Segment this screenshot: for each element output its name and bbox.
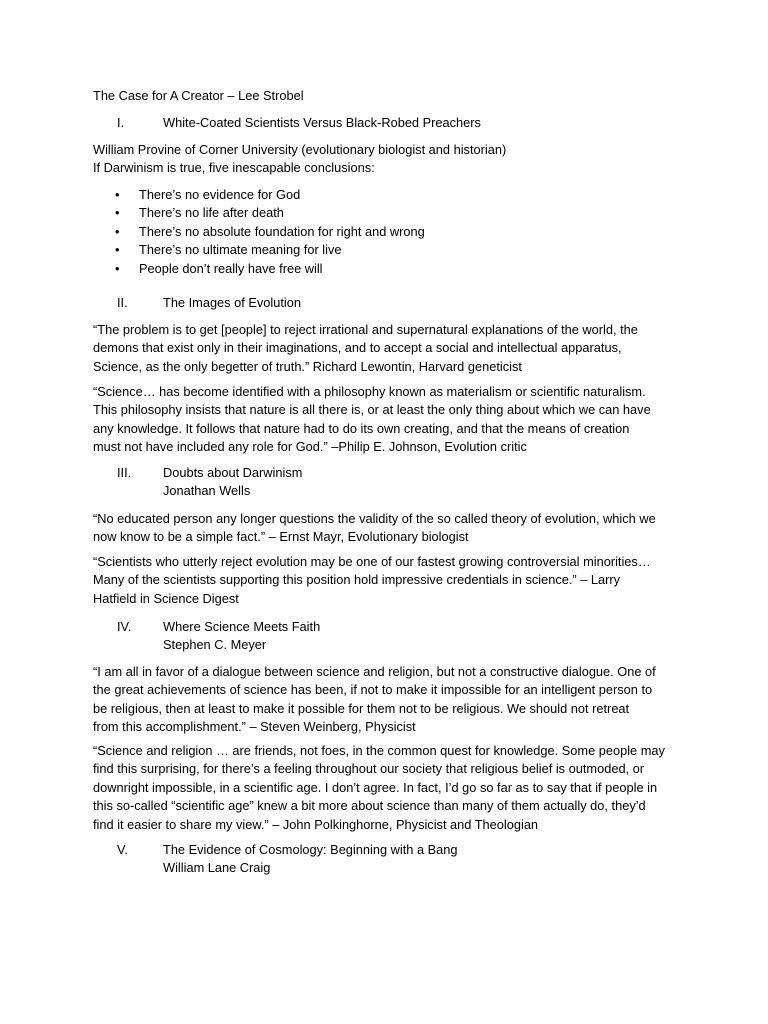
list-item-text: There’s no ultimate meaning for live [139, 242, 342, 258]
section-title: The Evidence of Cosmology: Beginning with a Bang [163, 842, 458, 857]
conclusions-list [93, 186, 425, 278]
section-subtitle: William Lane Craig [163, 860, 271, 875]
quote-paragraph-weinberg [93, 663, 683, 737]
list-item-text: People don’t really have free will [139, 260, 323, 276]
quote-line: find this surprising, for there’s a feeling throughout our society that religious belief is outmoded, or [93, 761, 645, 777]
section-title: Where Science Meets Faith [163, 619, 321, 634]
quote-paragraph-mayr [93, 510, 683, 547]
quote-line: downright impossible, in a scientific age. I don’t agree. In fact, I’d go so far as to say that if people in [93, 779, 658, 795]
bullet-icon: • [115, 260, 120, 276]
quote-line: “Scientists who utterly reject evolution may be one of our fastest growing controversial minorities… [93, 554, 651, 569]
intro-line: William Provine of Corner University (evolutionary biologist and historian) [93, 142, 507, 157]
quote-paragraph-hatfield [93, 553, 683, 608]
quote-line: from this accomplishment.” – Steven Weinberg, Physicist [93, 719, 416, 735]
list-item [93, 260, 425, 278]
quote-paragraph-lewontin [93, 321, 683, 376]
bullet-icon: • [115, 187, 120, 202]
section-numeral: III. [117, 465, 132, 480]
quote-line: This philosophy insists that nature is all there is, or at least the only thing about which we can have [93, 402, 651, 418]
list-item-text: There’s no life after death [139, 205, 284, 221]
section-numeral: V. [117, 842, 128, 857]
quote-line: now know to be a simple fact.” – Ernst Mayr, Evolutionary biologist [93, 529, 469, 545]
quote-line: must not have included any role for God.” –Philip E. Johnson, Evolution critic [93, 439, 527, 455]
quote-line: “I am all in favor of a dialogue between science and religion, but not a constructive dialogue. One of [93, 664, 656, 679]
quote-line: “Science… has become identified with a philosophy known as materialism or scientific naturalism. [93, 384, 646, 399]
section-title: Doubts about Darwinism [163, 465, 303, 480]
quote-line: “The problem is to get [people] to reject irrational and supernatural explanations of the world, the [93, 322, 638, 337]
quote-line: “Science and religion … are friends, not foes, in the common quest for knowledge. Some people may [93, 743, 665, 758]
quote-paragraph-polkinghorne [93, 742, 683, 834]
section-title: The Images of Evolution [163, 295, 301, 310]
list-item [93, 186, 425, 204]
quote-line: this so-called “scientific age” knew a bit more about science than many of them actually do, they’d [93, 798, 646, 814]
section-numeral: I. [117, 115, 125, 130]
list-item [93, 241, 425, 259]
quote-line: Science, as the only begetter of truth.” Richard Lewontin, Harvard geneticist [93, 358, 522, 374]
bullet-icon: • [115, 223, 120, 239]
list-item [93, 204, 425, 222]
intro-line: If Darwinism is true, five inescapable conclusions: [93, 160, 375, 176]
quote-line: any knowledge. It follows that nature had to do its own creating, and that the means of creation [93, 420, 630, 436]
quote-line: find it easier to share my view.” – John Polkinghorne, Physicist and Theologian [93, 816, 539, 832]
section-title: White-Coated Scientists Versus Black-Robed Preachers [163, 115, 481, 130]
document-title: The Case for A Creator – Lee Strobel [93, 88, 304, 103]
quote-paragraph-johnson [93, 383, 683, 457]
list-item-text: There’s no evidence for God [139, 187, 301, 202]
list-item-text: There’s no absolute foundation for right and wrong [139, 223, 425, 239]
quote-line: “No educated person any longer questions the validity of the so called theory of evolution, which we [93, 511, 656, 526]
quote-line: be religious, then at least to make it possible for them not to be religious. We should not retreat [93, 700, 630, 716]
list-item [93, 223, 425, 241]
intro-paragraph [93, 141, 683, 178]
section-subtitle: Jonathan Wells [163, 483, 251, 498]
section-subtitle: Stephen C. Meyer [163, 637, 267, 652]
quote-line: the great achievements of science has been, if not to make it impossible for an intelligent person to [93, 682, 653, 698]
section-numeral: II. [117, 295, 128, 310]
quote-line: Hatfield in Science Digest [93, 590, 239, 606]
section-numeral: IV. [117, 619, 132, 634]
bullet-icon: • [115, 205, 120, 221]
bullet-icon: • [115, 242, 120, 258]
quote-line: demons that exist only in their imaginations, and to accept a social and intellectual apparatus, [93, 340, 622, 356]
quote-line: Many of the scientists supporting this position hold impressive credentials in science.” – Larry [93, 572, 621, 588]
